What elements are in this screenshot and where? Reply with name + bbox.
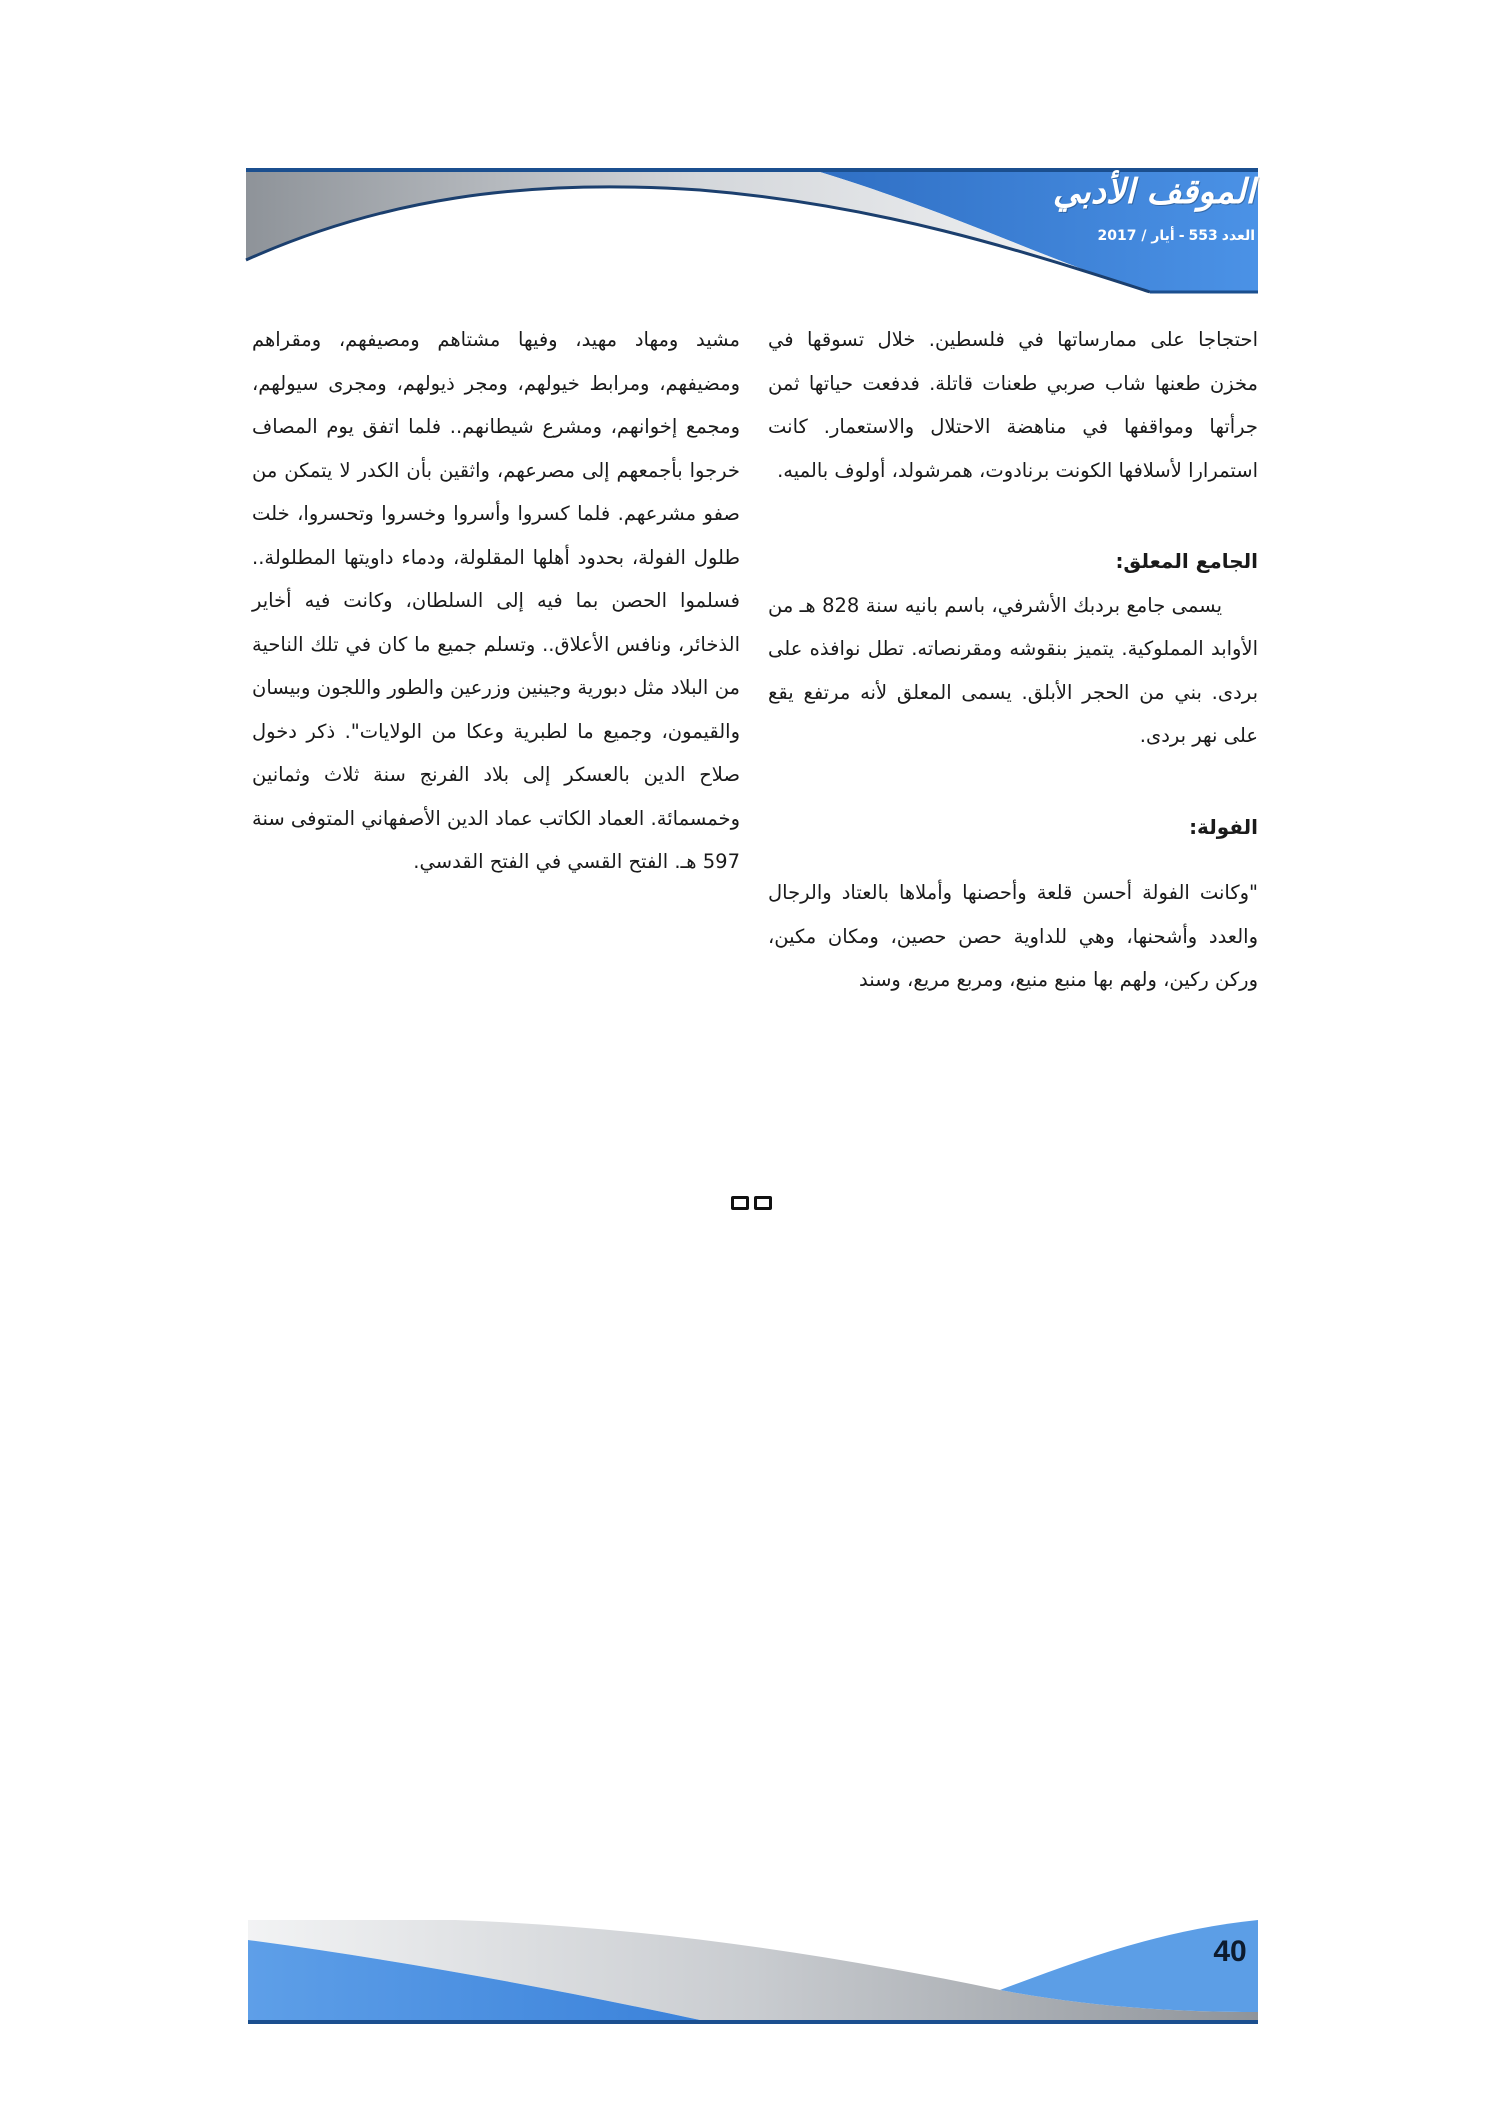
end-mark-square-icon	[731, 1196, 749, 1210]
left-paragraph: مشيد ومهاد مهيد، وفيها مشتاهم ومصيفهم، ومقراهم ومضيفهم، ومرابط خيولهم، ومجر ذيولهم، ومجرى سيولهم، ومجمع إخوانهم، ومشرع شيطانهم.. فلما اتفق يوم المصاف خرجوا بأجمعهم إلى مصرعهم، واثقين بأن الكدر لا يتمكن من صفو مشرعهم. فلما كسروا وأسروا وخسروا وتحسروا، خلت طلول الفولة، بحدود أهلها المقلولة، ودماء داويتها المطلولة.. فسلموا الحصن بما فيه إلى السلطان، وكانت فيه أخاير الذخائر، ونافس الأعلاق.. وتسلم جميع ما كان في تلك الناحية من البلاد مثل دبورية وجينين وزرعين والطور واللجون وبيسان والقيمون، وجميع ما لطبرية وعكا من الولايات". ذكر دخول صلاح الدين بالعسكر إلى بلاد الفرنج سنة ثلاث وثمانين وخمسمائة. العماد الكاتب عماد الدين الأصفهاني المتوفى سنة 597 هـ. الفتح القسي في الفتح القدسي.	[252, 328, 740, 873]
intro-paragraph: احتجاجا على ممارساتها في فلسطين. خلال تسوقها في مخزن طعنها شاب صربي طعنات قاتلة. فدفعت حياتها ثمن جرأتها ومواقفها في مناهضة الاحتلال والاستعمار. كانت استمرارا لأسلافها الكونت برنادوت، همرشولد، أولوف بالميه.	[768, 328, 1258, 482]
page-number: 40	[1213, 1935, 1247, 1968]
section-text-fula: "وكانت الفولة أحسن قلعة وأحصنها وأملاها بالعتاد والرجال والعدد وأشحنها، وهي للداوية حصن حصين، ومكان مكين، وركن ركين، ولهم بها منبع منيع، ومربع مريع، وسند	[768, 881, 1258, 991]
footer-swoosh-graphic	[0, 1920, 1489, 2050]
section-text-hanging-mosque: يسمى جامع بردبك الأشرفي، باسم بانيه سنة 828 هـ من الأوابد المملوكية. يتميز بنقوشه ومقرنصاته. تطل نوافذه على بردى. بني من الحجر الأبلق. يسمى المعلق لأنه مرتفع يقع على نهر بردى.	[768, 593, 1258, 747]
right-column	[768, 318, 1258, 1002]
issue-info	[1097, 228, 1255, 244]
left-column	[252, 318, 740, 884]
section-heading-fula: الفولة:	[1189, 814, 1258, 839]
magazine-masthead	[1040, 172, 1255, 232]
issue-date: أيار / 2017	[1097, 228, 1175, 244]
footer-banner	[0, 1920, 1489, 2050]
end-of-article-mark	[731, 1196, 777, 1216]
magazine-title: الموقف الأدبي	[1052, 172, 1255, 212]
issue-number: 553	[1188, 228, 1218, 244]
end-mark-square-icon	[754, 1196, 772, 1210]
header-swoosh-graphic	[0, 0, 1489, 310]
header-banner	[0, 0, 1489, 310]
issue-label: العدد	[1221, 228, 1255, 244]
issue-separator: -	[1178, 228, 1185, 244]
section-heading-hanging-mosque: الجامع المعلق:	[1115, 549, 1258, 573]
